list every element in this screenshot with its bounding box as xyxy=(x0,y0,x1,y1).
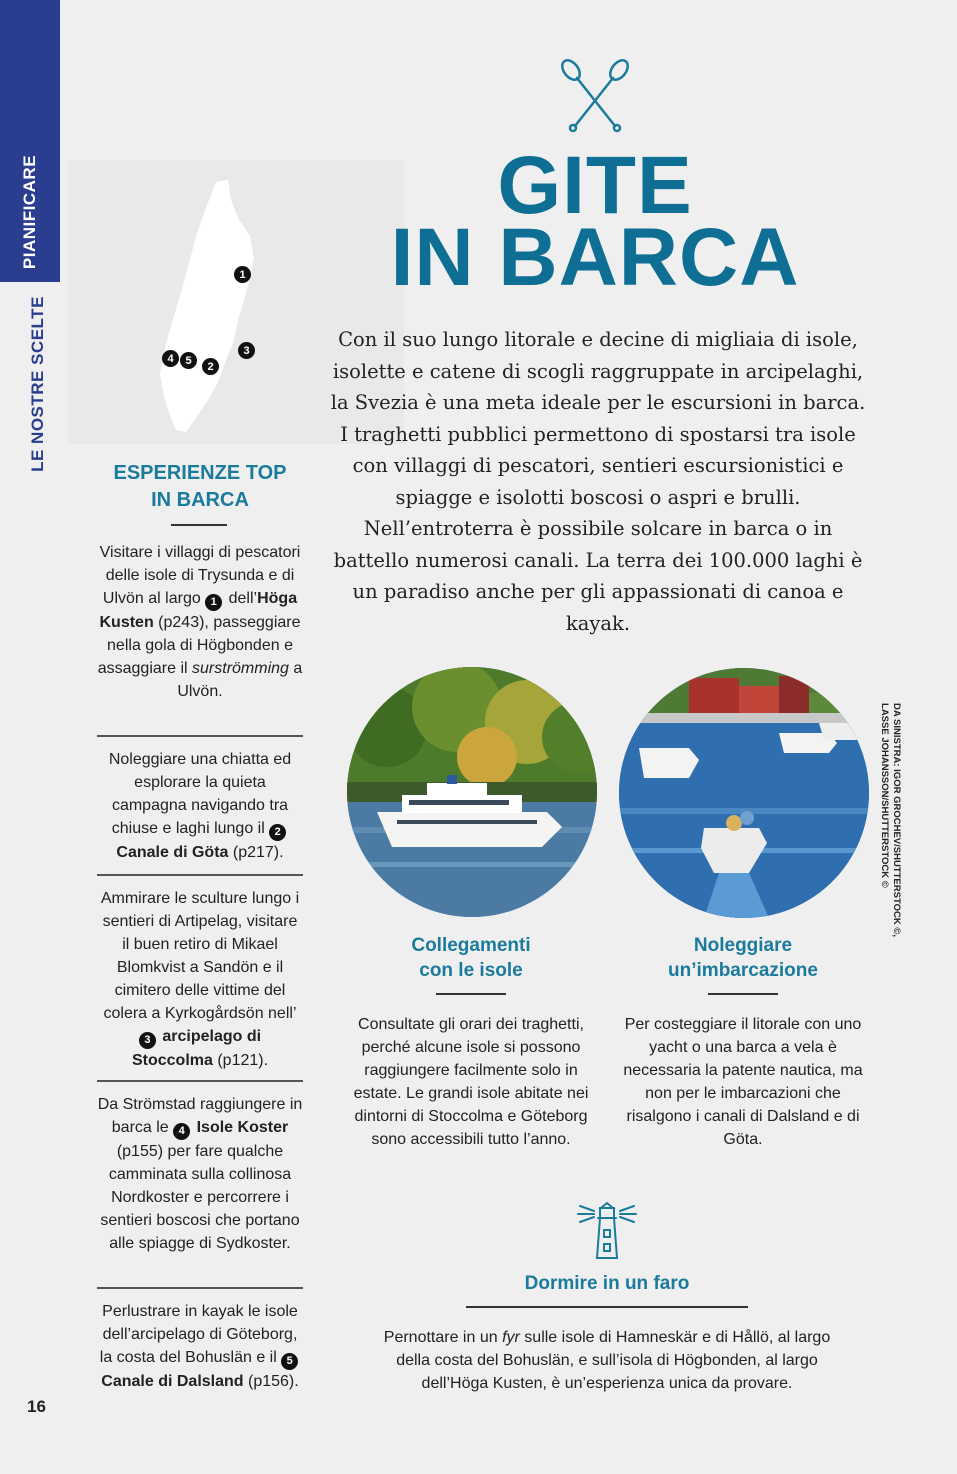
experience-item: Visitare i villaggi di pescatori delle isole di Trysunda e di Ulvön al largo 1 dell’Höga Kusten (p243), passeggiare nella gola di Högbonden e assaggiare il surströmming a Ulvön. xyxy=(97,544,303,700)
lighthouse-icon xyxy=(576,1200,638,1262)
top-title-line1: ESPERIENZE TOP xyxy=(113,462,287,484)
number-badge: 3 xyxy=(139,1032,156,1049)
top-title-rule xyxy=(171,524,227,526)
map-marker-3: 3 xyxy=(238,342,255,359)
experience-item: Da Strömstad raggiungere in barca le 4 Isole Koster (p155) per fare qualche camminata sulla collinosa Nordkoster e percorrere i sentieri boscosi che portano alle spiagge di Sydkoster. xyxy=(97,1096,303,1252)
map-marker-4: 4 xyxy=(162,350,179,367)
harbour-photo xyxy=(619,668,869,918)
divider xyxy=(97,735,303,737)
lighthouse-text: Pernottare in un fyr sulle isole di Hamneskär e di Hållö, al largo della costa del Bohuslän, e sull’isola di Högbonden, al largo dell’Höga Kusten, è un’esperienza unica da provare. xyxy=(383,1329,831,1392)
page-number: 16 xyxy=(27,1397,46,1416)
number-badge: 2 xyxy=(269,824,286,841)
title-rule xyxy=(708,993,778,995)
top-title-line2: IN BARCA xyxy=(151,489,249,511)
number-badge: 5 xyxy=(281,1353,298,1370)
photo-credit: DA SINISTRA: IGOR GROCHEV/SHUTTERSTOCK ©, LASSE JOHANSSON/SHUTTERSTOCK © xyxy=(879,703,902,937)
top-experiences-title xyxy=(98,460,302,514)
section-tab xyxy=(0,0,60,282)
ferry-connections-title: Collegamenti con le isole xyxy=(411,935,531,981)
experience-item: Perlustrare in kayak le isole dell’arcipelago di Göteborg, la costa del Bohuslän e il 5 Canale di Dalsland (p156). xyxy=(99,1303,299,1390)
boat-rental-text: Per costeggiare il litorale con uno yacht o una barca a vela è necessaria la patente nautica, ma non per le imbarcazioni che risalgono i canali di Dalsland e di Göta. xyxy=(623,1016,863,1148)
intro-paragraph: Con il suo lungo litorale e decine di migliaia di isole, isolette e catene di scogli raggruppate in arcipelaghi, la Svezia è una meta ideale per le escursioni in barca. I traghetti pubblici permettono di spostarsi tra isole con villaggi di pescatori, sentieri escursionistici e spiagge e isolotti boscosi o aspri e brulli. Nell’entroterra è possibile solcare in barca o in battello numerosi canali. La terra dei 100.000 laghi è un paradiso anche per gli appassionati di canoa e kayak. xyxy=(330,328,866,635)
boat-rental-title: Noleggiare un’imbarcazione xyxy=(668,935,818,981)
number-badge: 4 xyxy=(173,1123,190,1140)
title-rule xyxy=(436,993,506,995)
crossed-oars-icon xyxy=(555,56,635,136)
map-marker-2: 2 xyxy=(202,358,219,375)
ferry-connections-text: Consultate gli orari dei traghetti, perché alcune isole si possono raggiungere facilmente solo in estate. Le grandi isole abitate nei dintorni di Stoccolma e Göteborg sono accessibili tutto l’anno. xyxy=(353,1016,589,1148)
divider xyxy=(97,1287,303,1289)
divider xyxy=(97,874,303,876)
lighthouse-title: Dormire in un faro xyxy=(524,1273,690,1294)
number-badge: 1 xyxy=(205,594,222,611)
title-line1: GITE xyxy=(497,140,693,231)
section-tab-label: PIANIFICARE xyxy=(20,154,39,270)
subsection-label: LE NOSTRE SCELTE xyxy=(28,296,47,472)
page-title xyxy=(360,140,830,303)
title-line2: IN BARCA xyxy=(390,212,800,303)
title-rule xyxy=(466,1306,748,1308)
map-marker-5: 5 xyxy=(180,352,197,369)
ferry-photo xyxy=(347,667,597,917)
divider xyxy=(97,1080,303,1082)
experience-item: Ammirare le sculture lungo i sentieri di Artipelag, visitare il buen retiro di Mikael Blomkvist a Sandön e il cimitero delle vittime del colera a Kyrkogårdsön nell’3 arcipelago di Stoccolma (p121). xyxy=(100,890,300,1069)
experience-item: Noleggiare una chiatta ed esplorare la quieta campagna navigando tra chiuse e laghi lungo il 2 Canale di Göta (p217). xyxy=(108,751,292,861)
map-marker-1: 1 xyxy=(234,266,251,283)
